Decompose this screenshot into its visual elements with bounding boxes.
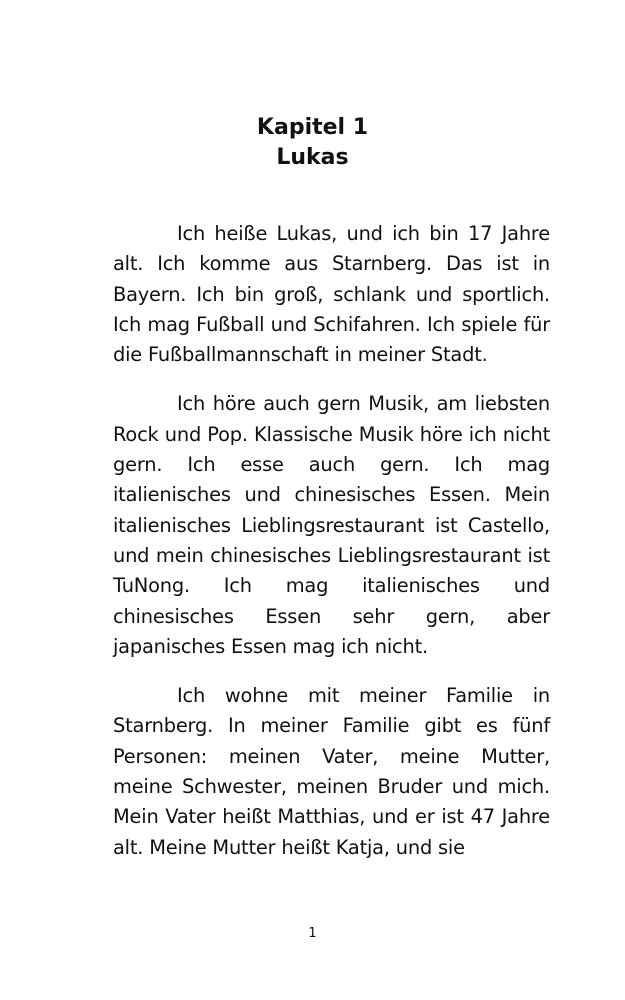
paragraph: Ich höre auch gern Musik, am liebsten Rock und Pop. Klassische Musik höre ich nicht gern. Ich esse auch gern. Ich mag italienisches und chinesisches Essen. Mein italienisches Lieblingsrestaurant ist Castello, und mein chinesisches Lieblingsrestaurant ist TuNong. Ich mag italienisches und chinesisches Essen sehr gern, aber japanisches Essen mag ich nicht. (113, 392, 550, 658)
paragraph: Ich wohne mit meiner Familie in Starnberg. In meiner Familie gibt es fünf Personen: meinen Vater, meine Mutter, meine Schwester, meinen Bruder und mich. Mein Vater heißt Matthias, und er ist 47 Jahre alt. Meine Mutter heißt Katja, und sie (113, 684, 550, 859)
paragraph: Ich heiße Lukas, und ich bin 17 Jahre alt. Ich komme aus Starnberg. Das ist in Bayern. Ich bin groß, schlank und sportlich. Ich mag Fußball und Schifahren. Ich spiele für die Fußballmannschaft in meiner Stadt. (113, 222, 550, 367)
page-number: 1 (308, 926, 317, 941)
chapter-heading (0, 113, 625, 173)
chapter-number: Kapitel 1 (256, 115, 369, 140)
chapter-body (113, 219, 550, 863)
chapter-title: Lukas (276, 145, 349, 170)
